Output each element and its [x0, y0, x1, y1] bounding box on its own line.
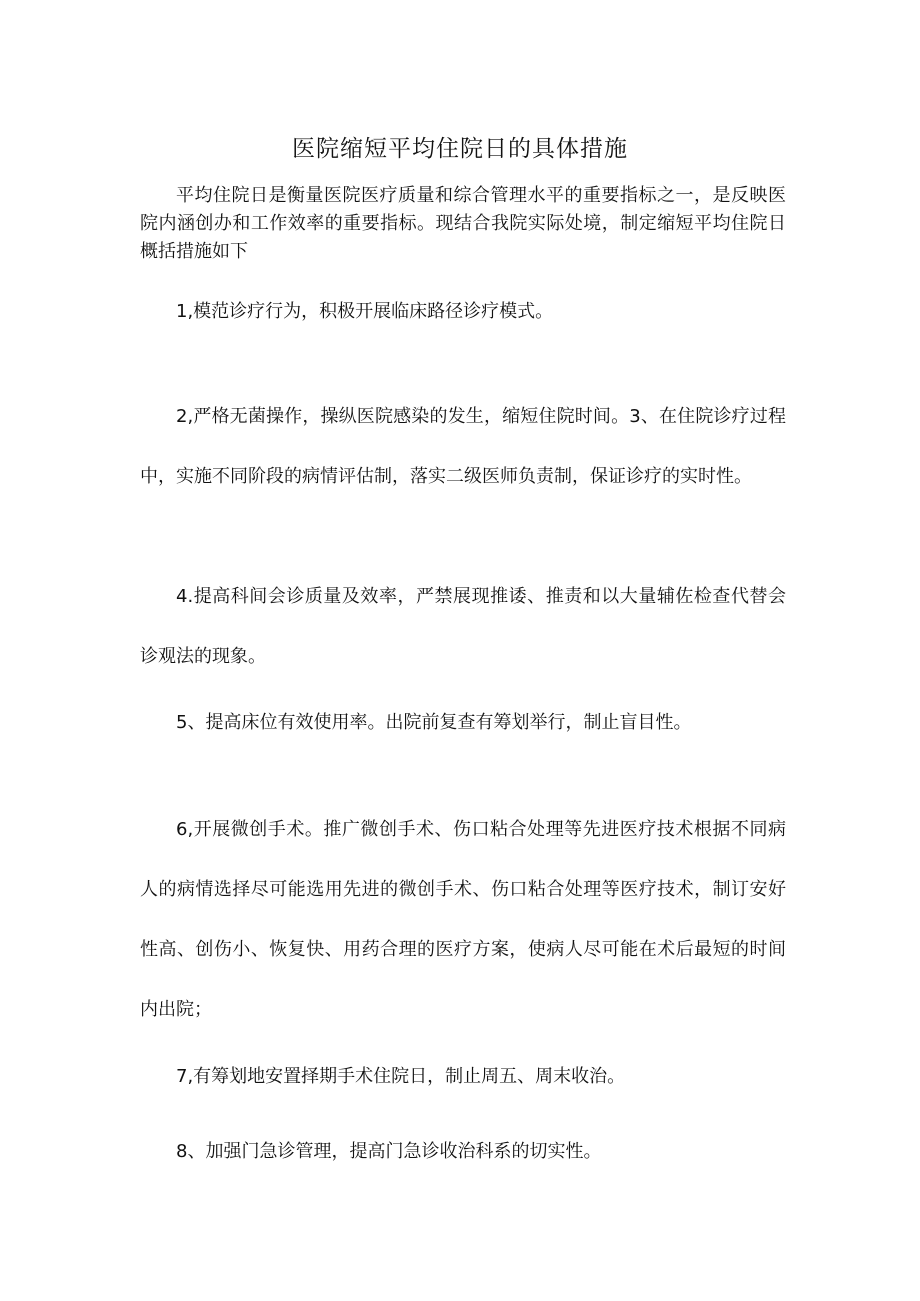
document-title: 医院缩短平均住院日的具体措施 — [292, 136, 628, 163]
measure-7: 7,有筹划地安置择期手术住院日，制止周五、周末收治。 — [176, 1066, 626, 1087]
intro-paragraph: 平均住院日是衡量医院医疗质量和综合管理水平的重要指标之一，是反映医院内涵创办和工作效率的重要指标。现结合我院实际处境，制定缩短平均住院日概括措施如下 — [140, 185, 786, 262]
measure-6: 6,开展微创手术。推广微创手术、伤口粘合处理等先进医疗技术根据不同病人的病情选择尽可能选用先进的微创手术、伤口粘合处理等医疗技术，制订安好性高、创伤小、恢复快、用药合理的医疗方案，使病人尽可能在术后最短的时间内出院； — [140, 819, 786, 1020]
measure-2-3: 2,严格无菌操作，操纵医院感染的发生，缩短住院时间。3、在住院诊疗过程中，实施不同阶段的病情评估制，落实二级医师负责制，保证诊疗的实时性。 — [140, 406, 786, 487]
measure-8: 8、加强门急诊管理，提高门急诊收治科系的切实性。 — [176, 1141, 602, 1162]
measure-1: 1,模范诊疗行为，积极开展临床路径诊疗模式。 — [176, 301, 554, 322]
measure-4: 4.提高科间会诊质量及效率，严禁展现推诿、推责和以大量辅佐检查代替会诊观法的现象。 — [140, 586, 786, 667]
measure-5: 5、提高床位有效使用率。出院前复查有筹划举行，制止盲目性。 — [176, 712, 692, 733]
